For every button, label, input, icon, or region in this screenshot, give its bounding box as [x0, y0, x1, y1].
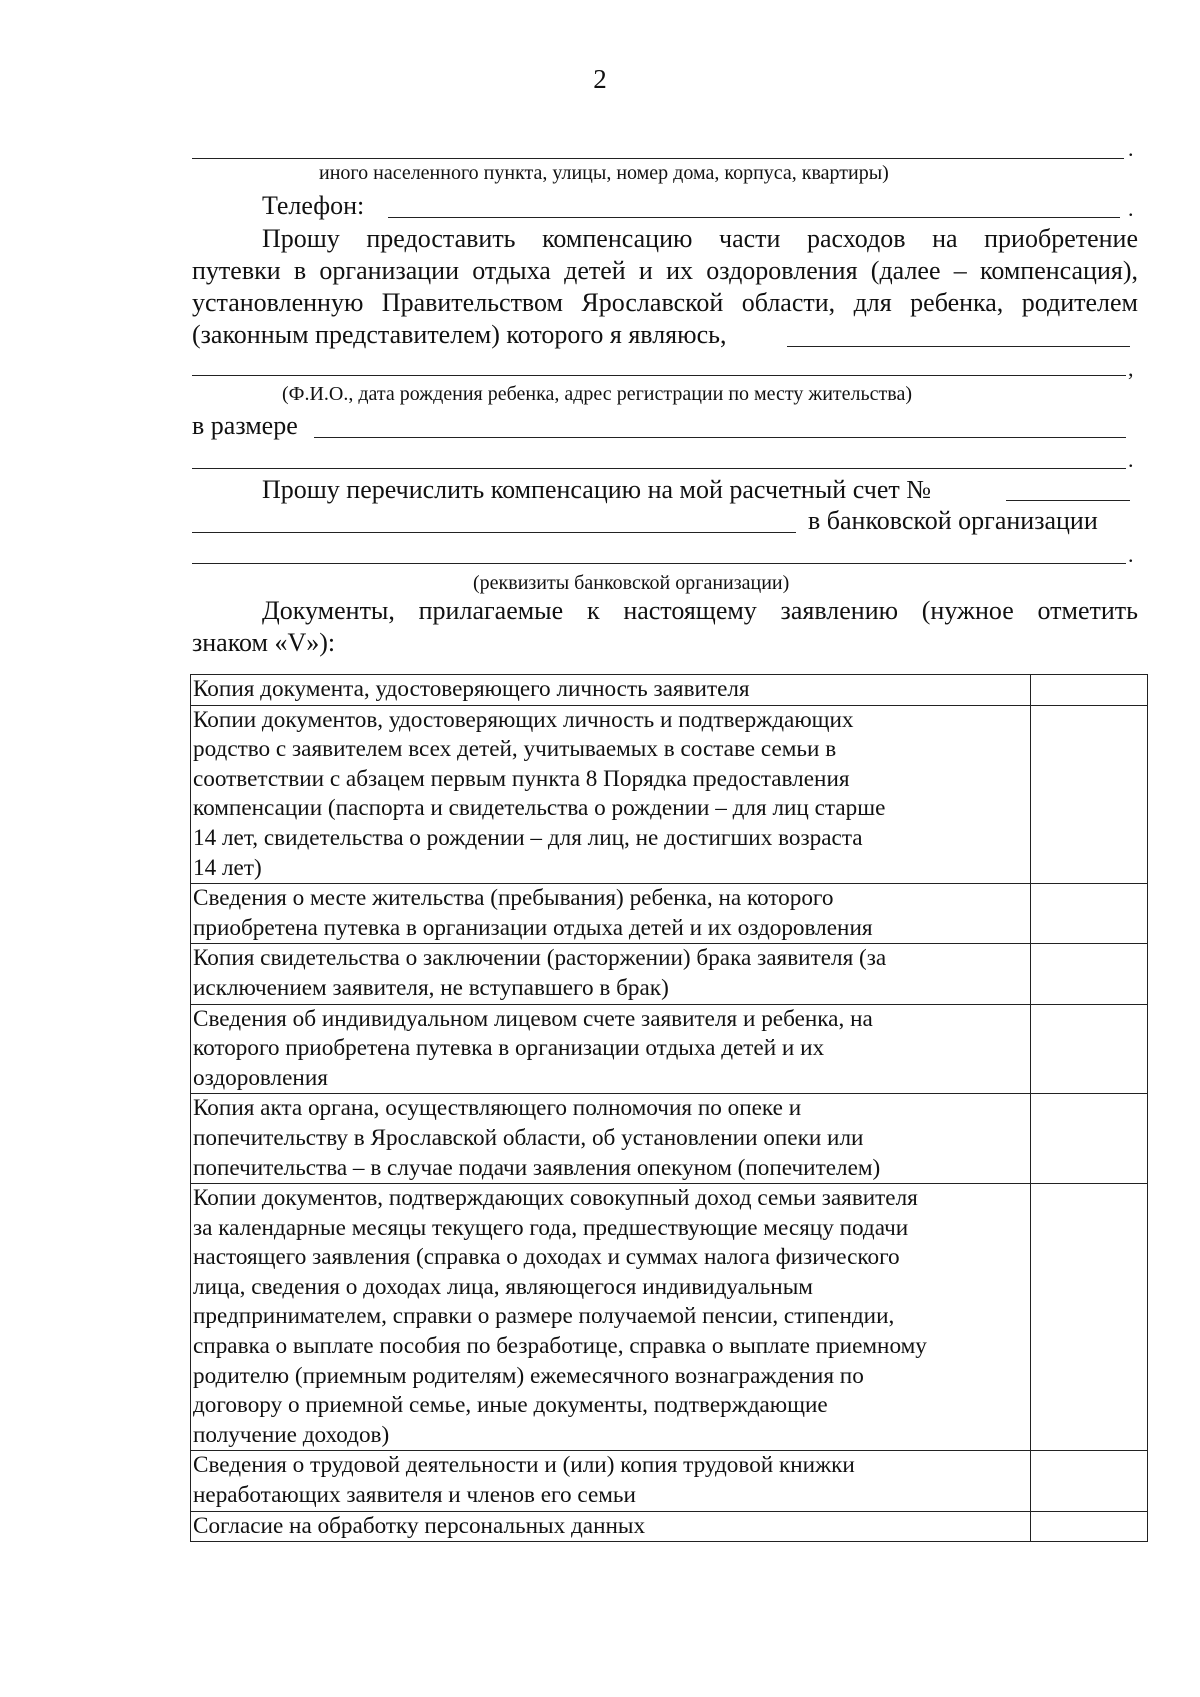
document-checkbox-cell[interactable] — [1031, 1511, 1148, 1542]
request-paragraph-line-3: установленную Правительством Ярославской области, для ребенка, родителем — [192, 288, 1138, 317]
document-name: Копия свидетельства о заключении (расторжении) брака заявителя (за исключением заявителя, не вступавшего в брак) — [191, 944, 1031, 1004]
table-row — [191, 705, 1148, 884]
documents-checklist-table — [190, 674, 1148, 1542]
document-name: Копия документа, удостоверяющего личность заявителя — [191, 675, 1031, 706]
transfer-request-line: Прошу перечислить компенсацию на мой расчетный счет № — [262, 475, 932, 504]
document-checkbox-cell[interactable] — [1031, 1451, 1148, 1511]
punctuation-period: . — [1128, 447, 1134, 472]
table-row — [191, 675, 1148, 706]
table-row — [191, 1511, 1148, 1542]
request-paragraph-line-4: (законным представителем) которого я являюсь, — [192, 320, 727, 349]
table-row — [191, 884, 1148, 944]
phone-label: Телефон: — [262, 191, 365, 220]
document-checkbox-cell[interactable] — [1031, 705, 1148, 884]
bank-name-field-line-1[interactable] — [192, 532, 796, 533]
document-checkbox-cell[interactable] — [1031, 1184, 1148, 1451]
documents-intro-line-1: Документы, прилагаемые к настоящему заявлению (нужное отметить — [262, 596, 1138, 625]
document-name: Сведения о месте жительства (пребывания) ребенка, на которого приобретена путевка в организации отдыха детей и их оздоровления — [191, 884, 1031, 944]
child-field-hint: (Ф.И.О., дата рождения ребенка, адрес регистрации по месту жительства) — [282, 383, 912, 405]
punctuation-comma: , — [1128, 356, 1134, 381]
bank-details-field-line[interactable] — [192, 563, 1126, 564]
document-name: Копия акта органа, осуществляющего полномочия по опеке и попечительству в Ярославской области, об установлении опеки или попечительства – в случае подачи заявления опекуном (попечителем) — [191, 1094, 1031, 1184]
table-row — [191, 1094, 1148, 1184]
document-checkbox-cell[interactable] — [1031, 1094, 1148, 1184]
phone-field-line[interactable] — [388, 217, 1120, 218]
child-field-line-1[interactable] — [787, 346, 1130, 347]
document-name: Сведения об индивидуальном лицевом счете заявителя и ребенка, на которого приобретена путевка в организации отдыха детей и их оздоровления — [191, 1004, 1031, 1094]
document-name: Копии документов, подтверждающих совокупный доход семьи заявителя за календарные месяцы текущего года, предшествующие месяцу подачи настоящего заявления (справка о доходах и суммах налога физического лица, сведения о доходах лица, являющегося индивидуальным предпринимателем, справки о размере получаемой пенсии, стипендии, справка о выплате пособия по безработице, справка о выплате приемному родителю (приемным родителям) ежемесячного вознаграждения по договору о приемной семье, иные документы, подтверждающие получение доходов) — [191, 1184, 1031, 1451]
table-row — [191, 1004, 1148, 1094]
amount-label: в размере — [192, 411, 298, 440]
punctuation-period: . — [1128, 542, 1134, 567]
request-paragraph-line-1: Прошу предоставить компенсацию части расходов на приобретение — [262, 224, 1138, 253]
address-field-hint: иного населенного пункта, улицы, номер дома, корпуса, квартиры) — [319, 162, 889, 184]
table-row — [191, 1451, 1148, 1511]
documents-intro-line-2: знаком «V»): — [192, 628, 336, 657]
document-name: Согласие на обработку персональных данных — [191, 1511, 1031, 1542]
account-number-field-line[interactable] — [1006, 500, 1130, 501]
table-row — [191, 1184, 1148, 1451]
punctuation-period: . — [1128, 196, 1134, 221]
document-name: Сведения о трудовой деятельности и (или) копия трудовой книжки неработающих заявителя и членов его семьи — [191, 1451, 1031, 1511]
child-field-line-2[interactable] — [192, 375, 1126, 376]
punctuation-period: . — [1128, 136, 1134, 161]
address-field-line[interactable] — [192, 158, 1124, 159]
table-row — [191, 944, 1148, 1004]
amount-field-line-1[interactable] — [314, 437, 1126, 438]
request-paragraph-line-2: путевки в организации отдыха детей и их оздоровления (далее – компенсация), — [192, 256, 1138, 285]
document-checkbox-cell[interactable] — [1031, 884, 1148, 944]
document-checkbox-cell[interactable] — [1031, 944, 1148, 1004]
document-checkbox-cell[interactable] — [1031, 675, 1148, 706]
document-checkbox-cell[interactable] — [1031, 1004, 1148, 1094]
document-name: Копии документов, удостоверяющих личность и подтверждающих родство с заявителем всех детей, учитываемых в составе семьи в соответствии с абзацем первым пункта 8 Порядка предоставления компенсации (паспорта и свидетельства о рождении – для лиц старше 14 лет, свидетельства о рождении – для лиц, не достигших возраста 14 лет) — [191, 705, 1031, 884]
amount-field-line-2[interactable] — [192, 468, 1126, 469]
bank-details-hint: (реквизиты банковской организации) — [473, 572, 790, 594]
bank-organization-label: в банковской организации — [808, 506, 1098, 535]
page-number: 2 — [593, 64, 607, 94]
